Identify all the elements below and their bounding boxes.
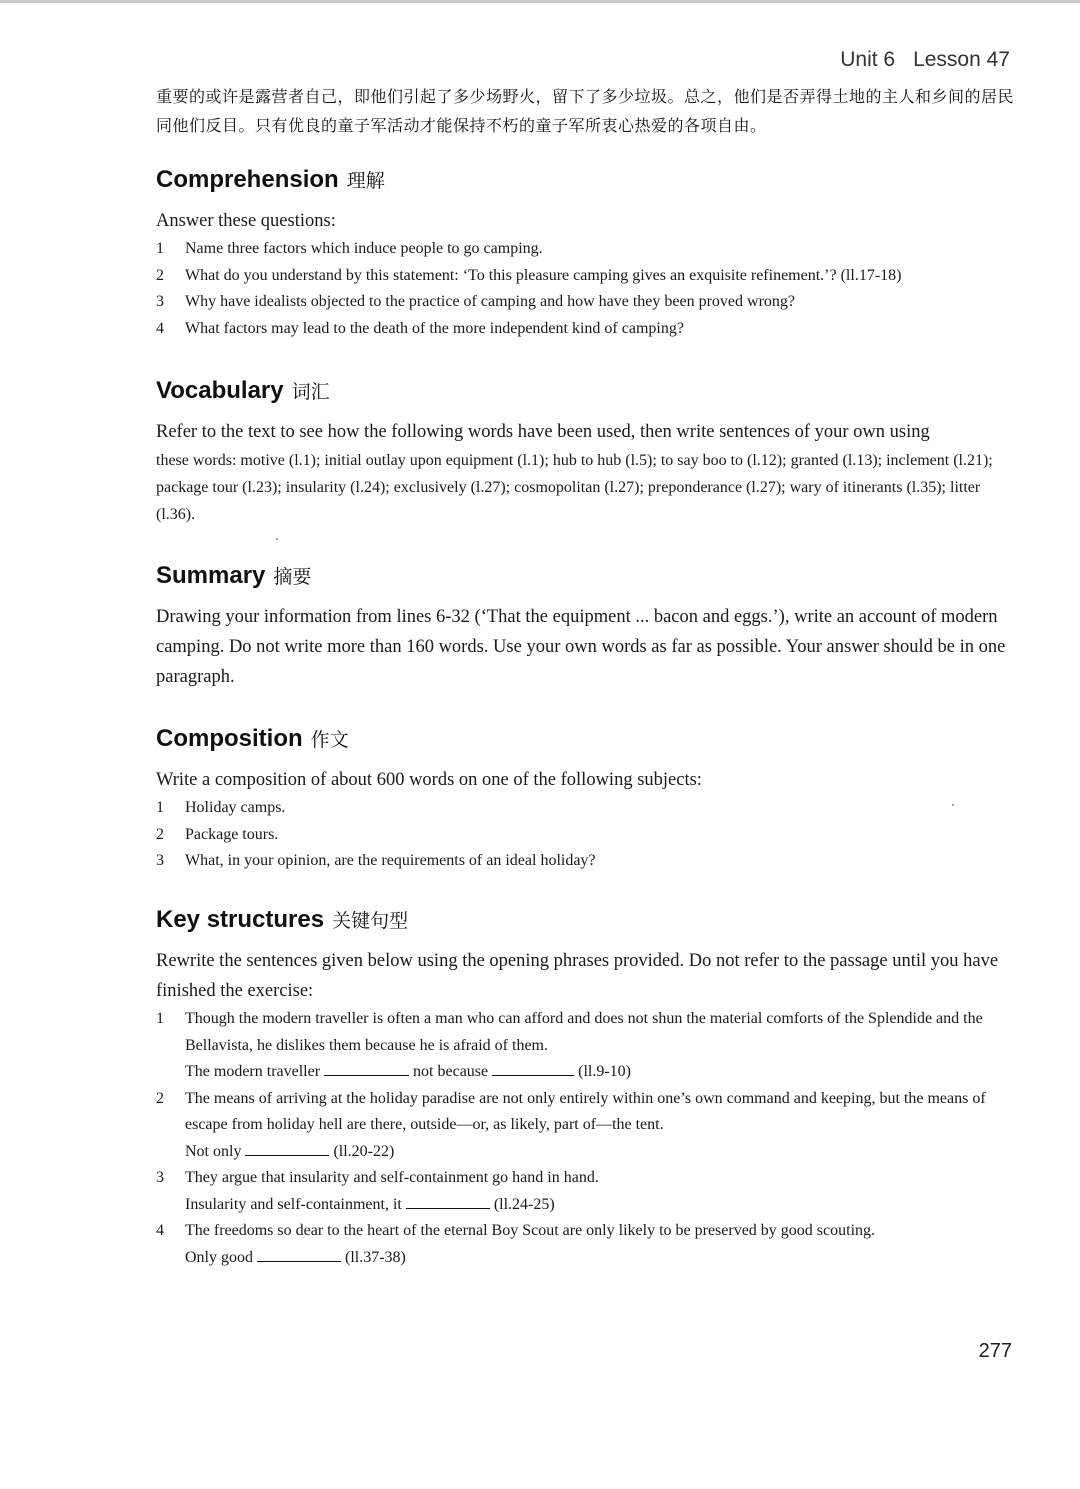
prompt-text: not because [413,1063,489,1080]
composition-section [156,725,1014,875]
vocabulary-words: these words: motive (l.1); initial outlay upon equipment (l.1); hub to hub (l.5); to say boo to (l.12); granted (l.13); inclement (l.21); package tour (l.23); insularity (l.24); exclusively (l.27); cosmopolitan (l.27); preponderance (l.27); wary of itinerants (l.35); litter (l.36). [156,452,993,523]
item-number: 4 [156,1222,164,1239]
item-number: 1 [156,799,164,816]
page-content [156,82,1015,1266]
page-number: 277 [978,1340,1012,1362]
item-text: Holiday camps. [185,799,286,816]
comprehension-heading [156,166,1014,194]
composition-subjects [156,795,1014,875]
answer-blank[interactable] [492,1065,574,1076]
lesson-label: Lesson 47 [913,48,1010,71]
answer-blank[interactable] [245,1145,329,1156]
prompt-text: Only good [185,1248,253,1266]
running-head [840,48,1010,72]
answer-blank[interactable] [406,1198,490,1209]
chinese-intro-paragraph: 重要的或许是露营者自己，即他们引起了多少场野火，留下了多少垃圾。总之，他们是否弄得土地的主人和乡间的居民同他们反目。只有优良的童子军活动才能保持不朽的童子军所衷心热爱的各项自由。 [156,87,1015,135]
prompt-line [185,1192,1014,1219]
vocabulary-lead: Refer to the text to see how the following words have been used, then write sentences of your own using [156,422,930,442]
item-text: The freedoms so dear to the heart of the eternal Boy Scout are only likely to be preserved by good scouting. [185,1222,876,1239]
line-reference: (ll.9-10) [578,1063,631,1080]
list-item [156,316,1014,343]
vocabulary-title: Vocabulary [156,377,284,404]
composition-lead: Write a composition of about 600 words on one of the following subjects: [156,770,702,790]
key-structures-exercises [156,1006,1014,1271]
prompt-text: Insularity and self-containment, it [185,1195,402,1213]
prompt-line [185,1059,1014,1086]
summary-section [156,562,1014,692]
list-item [156,263,1014,290]
vocabulary-section [156,377,1014,528]
summary-text: Drawing your information from lines 6-32 (‘That the equipment ... bacon and eggs.’), write an account of modern camping. Do not write more than 160 words. Use your own words as far as possible. Your answer should be in one paragraph. [156,607,1006,687]
composition-heading [156,725,1014,753]
answer-blank[interactable] [324,1065,409,1076]
comprehension-title: Comprehension [156,166,339,193]
composition-title-cn: 作文 [310,729,349,751]
item-text: They argue that insularity and self-containment go hand in hand. [185,1169,599,1186]
item-number: 3 [156,1169,164,1186]
list-item [156,289,1014,316]
list-item [156,1006,1014,1086]
vocabulary-title-cn: 词汇 [291,381,330,403]
item-number: 4 [156,319,164,337]
scan-speck [276,538,278,540]
answer-blank[interactable] [257,1251,341,1262]
item-text: What do you understand by this statement: ‘To this pleasure camping gives an exquisite refinement.’? (ll.17-18) [185,266,902,284]
prompt-text: Not only [185,1142,242,1160]
item-number: 2 [156,825,164,843]
line-reference: (ll.24-25) [493,1195,555,1213]
item-number: 1 [156,1010,164,1027]
list-item [156,1165,1014,1218]
list-item [156,236,1014,263]
item-text: What, in your opinion, are the requirements of an ideal holiday? [185,852,596,869]
summary-title-cn: 摘要 [273,566,312,588]
prompt-line [185,1245,1014,1272]
comprehension-section [156,166,1014,342]
item-number: 2 [156,1089,164,1107]
top-border [0,0,1080,3]
item-text: Package tours. [185,825,279,843]
prompt-text: The modern traveller [185,1063,321,1080]
key-structures-lead: Rewrite the sentences given below using the opening phrases provided. Do not refer to the passage until you have finished the exercise: [156,951,999,1001]
item-text: Why have idealists objected to the practice of camping and how have they been proved wrong? [185,293,795,310]
item-text: Though the modern traveller is often a man who can afford and does not shun the material comforts of the Splendide and the Bellavista, he dislikes them because he is afraid of them. [185,1010,983,1054]
summary-title: Summary [156,562,266,589]
item-text: Name three factors which induce people to go camping. [185,240,543,257]
scan-speck [952,804,954,806]
comprehension-lead: Answer these questions: [156,211,336,231]
item-text: The means of arriving at the holiday paradise are not only entirely within one’s own command and keeping, but the means of escape from holiday hell are there, outside—or, as likely, part of—the tent. [185,1089,986,1133]
line-reference: (ll.20-22) [333,1142,395,1160]
composition-title: Composition [156,725,303,752]
list-item [156,822,1014,849]
item-text: What factors may lead to the death of the more independent kind of camping? [185,319,684,337]
comprehension-questions [156,236,1014,342]
prompt-line [185,1139,1014,1166]
list-item [156,795,1014,822]
item-number: 2 [156,266,164,284]
summary-heading [156,562,1014,590]
list-item [156,1218,1014,1271]
key-structures-title: Key structures [156,906,325,933]
item-number: 1 [156,240,164,257]
list-item [156,1086,1014,1166]
item-number: 3 [156,852,164,869]
key-structures-title-cn: 关键句型 [332,910,409,932]
item-number: 3 [156,293,164,310]
vocabulary-heading [156,377,1014,405]
unit-label: Unit 6 [840,48,896,71]
line-reference: (ll.37-38) [345,1248,406,1266]
list-item [156,848,1014,875]
comprehension-title-cn: 理解 [346,170,385,192]
key-structures-section [156,906,1014,1271]
key-structures-heading [156,906,1014,934]
